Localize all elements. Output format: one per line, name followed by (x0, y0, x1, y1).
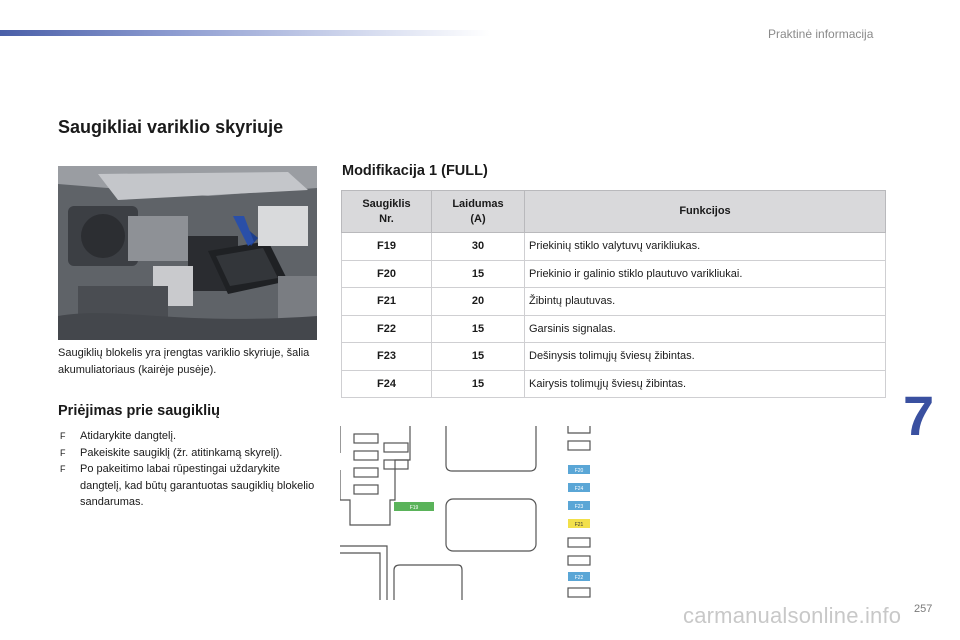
list-item (58, 461, 320, 511)
bullet-icon: F (60, 464, 66, 474)
function-cell: Priekinio ir galinio stiklo plautuvo varikliukai. (525, 260, 886, 288)
fuse-cell: F20 (342, 260, 432, 288)
access-heading: Priėjimas prie saugiklių (58, 403, 220, 419)
column-header-functions: Funkcijos (525, 191, 886, 233)
amps-cell: 30 (432, 233, 525, 261)
section-title: Praktinė informacija (768, 27, 874, 41)
table-row (342, 370, 886, 398)
fuse-box-svg (340, 425, 600, 600)
fuse-table (341, 190, 886, 398)
fuse-box-diagram (340, 425, 600, 600)
list-item (58, 428, 320, 445)
table-row (342, 343, 886, 371)
function-cell: Garsinis signalas. (525, 315, 886, 343)
table-row (342, 288, 886, 316)
bullet-icon: F (60, 431, 66, 441)
step-text: Atidarykite dangtelį. (80, 430, 176, 442)
engine-compartment-photo (58, 166, 317, 340)
function-cell: Dešinysis tolimųjų šviesų žibintas. (525, 343, 886, 371)
function-cell: Kairysis tolimųjų šviesų žibintas. (525, 370, 886, 398)
engine-photo-illustration (58, 166, 317, 340)
step-text: Pakeiskite saugiklį (žr. atitinkamą skyrelį). (80, 446, 283, 459)
amps-cell: 15 (432, 315, 525, 343)
amps-cell: 20 (432, 288, 525, 316)
fuse-label-f21: F21 (574, 522, 584, 528)
fuse-cell: F21 (342, 288, 432, 316)
function-cell: Priekinių stiklo valytuvų varikliukas. (525, 233, 886, 261)
amps-cell: 15 (432, 343, 525, 371)
chapter-number: 7 (903, 384, 935, 447)
fuse-cell: F24 (342, 370, 432, 398)
header-gradient-bar (0, 30, 490, 36)
bullet-icon: F (60, 447, 66, 458)
table-header-row (342, 191, 886, 233)
column-header-fuse: Saugiklis Nr. (342, 191, 432, 233)
fuse-cell: F23 (342, 343, 432, 371)
watermark: carmanualsonline.info (683, 603, 902, 628)
fuse-cell: F19 (342, 233, 432, 261)
amps-cell: 15 (432, 370, 525, 398)
list-item (58, 445, 320, 462)
fuse-label-f24: F24 (574, 486, 584, 492)
access-steps (58, 428, 320, 511)
table-row (342, 260, 886, 288)
photo-caption: Saugiklių blokelis yra įrengtas variklio skyriuje, šalia akumuliatoriaus (kairėje pusėje). (58, 347, 310, 376)
fuse-cell: F22 (342, 315, 432, 343)
fuse-label-f20: F20 (574, 468, 584, 474)
table-row (342, 315, 886, 343)
page-title: Saugikliai variklio skyriuje (58, 117, 284, 137)
page-number: 257 (914, 603, 933, 615)
function-cell: Žibintų plautuvas. (525, 288, 886, 316)
step-text: Po pakeitimo labai rūpestingai uždarykite dangtelį, kad būtų garantuotas saugiklių blokelio sandarumas. (80, 463, 315, 508)
table-heading: Modifikacija 1 (FULL) (342, 163, 488, 179)
amps-cell: 15 (432, 260, 525, 288)
column-header-rating: Laidumas (A) (432, 191, 525, 233)
fuse-label-f23: F23 (574, 504, 584, 510)
table-row (342, 233, 886, 261)
fuse-label-f22: F22 (574, 575, 584, 581)
fuse-label-f19: F19 (409, 505, 419, 511)
